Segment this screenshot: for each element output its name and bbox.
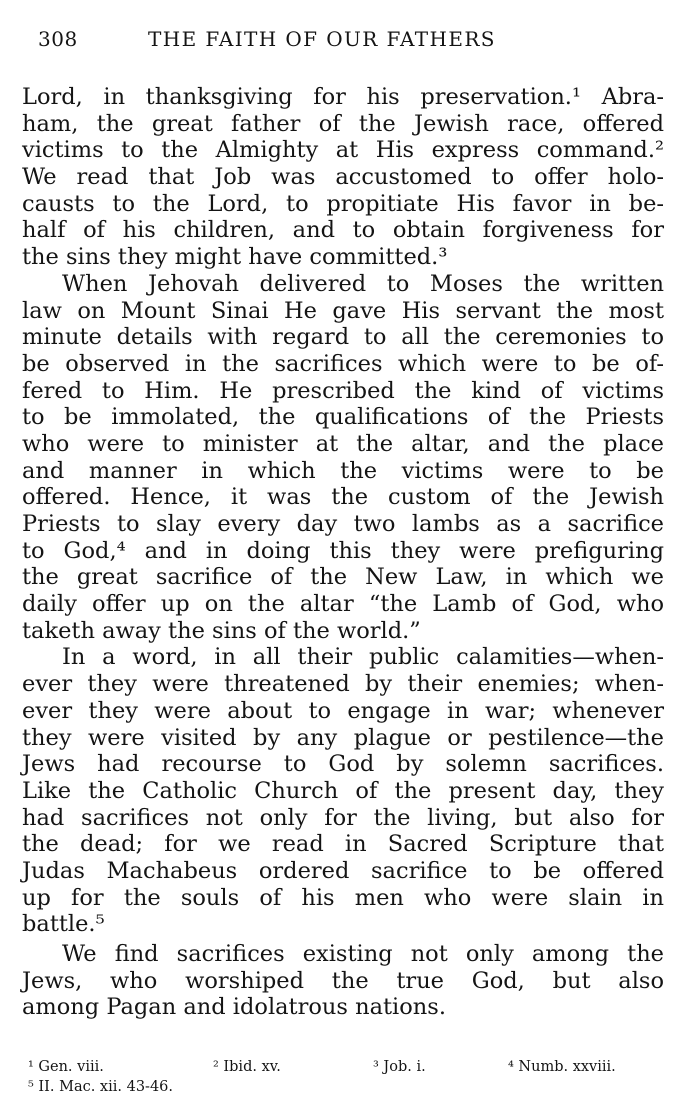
footnote-3: ³ Job. i.: [373, 1059, 426, 1075]
text-line: victims to the Almighty at His express command.²: [22, 137, 664, 164]
text-line: We find sacrifices existing not only among the: [62, 941, 664, 967]
text-line: When Jehovah delivered to Moses the written: [62, 270, 664, 297]
text-line: ever they were about to engage in war; whenever: [22, 697, 664, 724]
text-line: fered to Him. He prescribed the kind of victims: [22, 377, 664, 404]
paragraph-4: [22, 941, 664, 1021]
text-line: be observed in the sacrifices which were to be of-: [22, 350, 664, 377]
text-line: We read that Job was accustomed to offer holo-: [22, 164, 664, 191]
text-line: to God,⁴ and in doing this they were prefiguring: [22, 537, 664, 564]
text-line: Lord, in thanksgiving for his preservation.¹ Abra-: [22, 84, 664, 110]
text-line: taketh away the sins of the world.”: [22, 617, 421, 644]
footnote-row: [28, 1077, 668, 1097]
text-line: Jews, who worshiped the true God, but also: [22, 967, 664, 994]
paragraph-1: [22, 84, 664, 271]
text-line: Like the Catholic Church of the present day, they: [22, 777, 664, 804]
text-line: to be immolated, the qualifications of the Priests: [22, 404, 664, 431]
text-line: causts to the Lord, to propitiate His favor in be-: [22, 190, 664, 217]
text-line: offered. Hence, it was the custom of the Jewish: [22, 484, 664, 511]
page-number: 308: [38, 27, 78, 51]
footnote-4: ⁴ Numb. xxviii.: [508, 1059, 616, 1075]
text-line: In a word, in all their public calamities—when-: [62, 644, 664, 671]
text-line: the dead; for we read in Sacred Scripture that: [22, 831, 664, 858]
text-line: Judas Machabeus ordered sacrifice to be offered: [22, 857, 664, 884]
text-line: law on Mount Sinai He gave His servant the most: [22, 297, 664, 324]
text-line: daily offer up on the altar “the Lamb of God, who: [22, 591, 664, 618]
footnote-row: [28, 1057, 668, 1077]
paragraph-3: [22, 644, 664, 938]
text-line: ever they were threatened by their enemies; when-: [22, 671, 664, 698]
text-line: Priests to slay every day two lambs as a sacrifice: [22, 511, 664, 537]
text-line: they were visited by any plague or pestilence—the: [22, 724, 664, 751]
text-line: among Pagan and idolatrous nations.: [22, 994, 446, 1021]
paragraph-2: [22, 271, 664, 645]
text-line: the sins they might have committed.³: [22, 244, 448, 271]
footnote-1: ¹ Gen. viii.: [28, 1059, 104, 1075]
text-line: who were to minister at the altar, and the place: [22, 430, 664, 457]
text-line: and manner in which the victims were to be: [22, 457, 664, 484]
text-line: Jews had recourse to God by solemn sacrifices.: [22, 751, 664, 778]
body-text: [22, 84, 664, 1021]
footnotes: [28, 1057, 668, 1097]
text-line: battle.⁵: [22, 911, 105, 938]
footnote-5: ⁵ II. Mac. xii. 43-46.: [28, 1079, 174, 1095]
text-line: half of his children, and to obtain forgiveness for: [22, 217, 664, 244]
page-header: [38, 27, 638, 55]
text-line: had sacrifices not only for the living, but also for: [22, 804, 664, 831]
running-title: THE FAITH OF OUR FATHERS: [148, 27, 496, 51]
footnote-2: ² Ibid. xv.: [213, 1059, 281, 1075]
text-line: up for the souls of his men who were slain in: [22, 884, 664, 911]
text-line: the great sacrifice of the New Law, in which we: [22, 564, 664, 591]
text-line: minute details with regard to all the ceremonies to: [22, 324, 664, 351]
text-line: ham, the great father of the Jewish race, offered: [22, 110, 664, 137]
